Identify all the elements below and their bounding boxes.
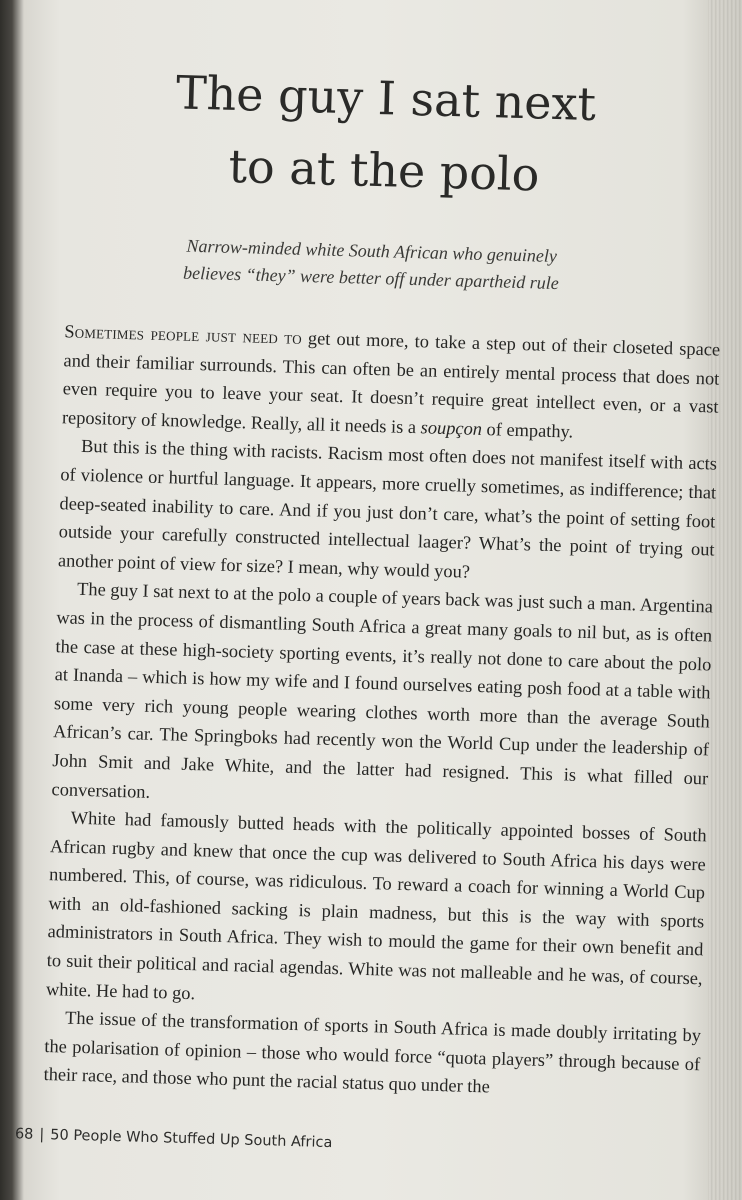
paragraph-3: The guy I sat next to at the polo a couple of years back was just such a man. Argentina was in the process of dismantling South Africa a great many goals to nil but, as is often the case at these high-society sporting events, it’s really not done to care about the polo at Inanda – which is how my wife and I found ourselves eating posh food at a table with some very rich young people wearing clothes worth more than the average South African’s car. The Springboks had recently won the World Cup under the leadership of John Smit and Jake White, and the latter had resigned. This is what filled our conversation. — [51, 579, 714, 802]
paragraph-4: White had famously butted heads with the politically appointed bosses of South African rugby and knew that once the cup was delivered to South Africa his days were numbered. This, of course, was ridiculous. To reward a coach for winning a World Cup with an old-fashioned sacking is plain madness, but this is the way with sports administrators in South Africa. They wish to mould the game for their own benefit and to suit their political and racial agendas. White was not malleable and he was, of course, white. He had to go. — [45, 807, 707, 1003]
body-text — [43, 317, 720, 1107]
book-title: 50 People Who Stuffed Up South Africa — [50, 1127, 333, 1152]
paragraph-5: The issue of the transformation of sports in South Africa is made doubly irritating by the polarisation of opinion – those who would force “quota players” through because of their race, and those who punt the racial status quo under the — [43, 1007, 702, 1097]
chapter-subtitle — [91, 230, 652, 300]
chapter-title — [33, 52, 737, 215]
footer-separator: | — [39, 1126, 45, 1144]
paragraph-1-text-b: of empathy. — [481, 418, 574, 442]
paragraph-1-lead-in: Sometimes people just need to — [64, 321, 303, 348]
chapter-title-line-2: to at the polo — [227, 138, 541, 202]
chapter-title-line-1: The guy I sat next — [175, 65, 597, 132]
paragraph-1-text-a: get out more, to take a step out of their closeted space and their familiar surrounds. This can often be an entirely mental process that does not even require you to leave your seat. It doesn’t require great intellect even, or a vast repository of knowledge. Really, all it needs is a — [61, 327, 721, 438]
paragraph-1 — [62, 317, 721, 450]
page-number: 68 — [14, 1126, 34, 1143]
book-page — [5, 0, 738, 1200]
paragraph-1-italic-word: soupçon — [420, 417, 483, 439]
chapter-subtitle-line-1: Narrow-minded white South African who genuinely — [186, 235, 558, 267]
chapter-subtitle-line-2: believes “they” were better off under apartheid rule — [182, 262, 560, 294]
page-footer — [15, 1126, 333, 1151]
paragraph-2: But this is the thing with racists. Racism most often does not manifest itself with acts of violence or hurtful language. It appears, more cruelly sometimes, as indifference; that deep-seated inability to care. And if you just don’t care, what’s the point of setting foot outside your carefully constructed intellectual laager? What’s the point of trying out another point of view for size? I mean, why would you? — [57, 436, 718, 582]
